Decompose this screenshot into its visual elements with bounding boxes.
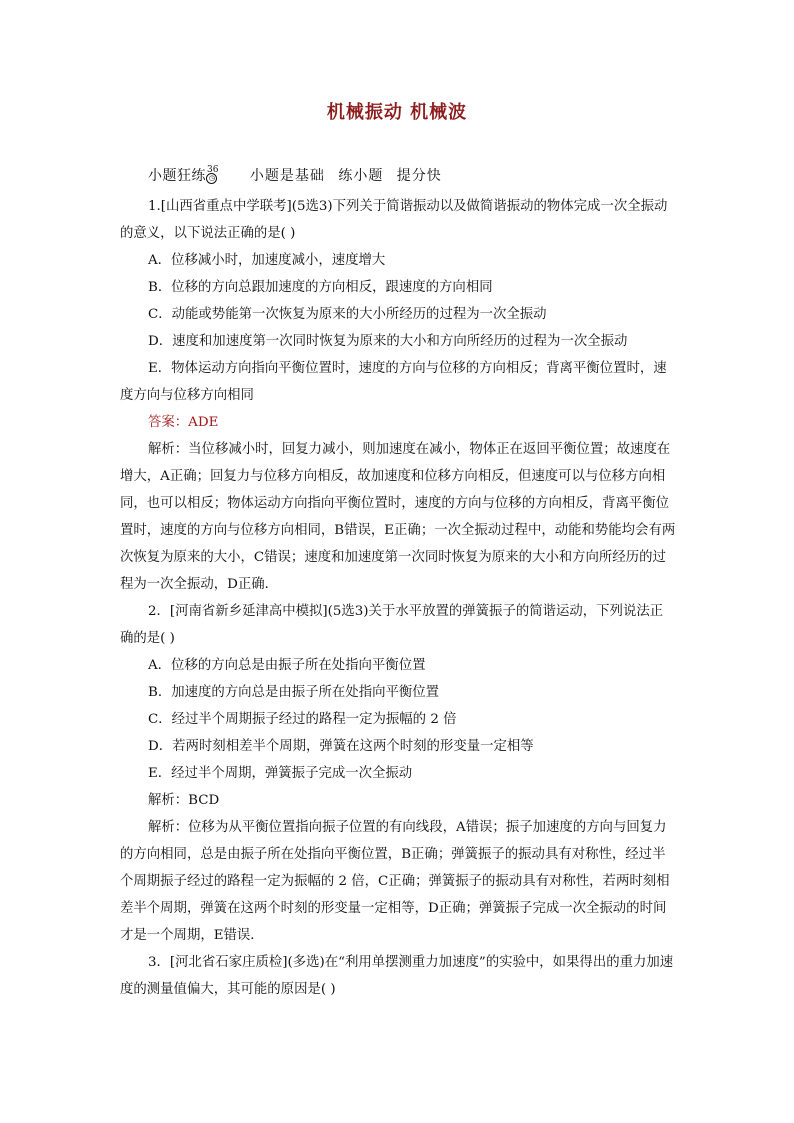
banner-slogan: 小题是基础 练小题 提分快: [249, 168, 442, 184]
question-2-answer: 解析：BCD: [148, 793, 220, 808]
question-2-option-b: B．加速度的方向总是由振子所在处指向平衡位置: [148, 685, 440, 700]
question-2-stem: 2．[河南省新乡延津高中模拟](5选3)关于水平放置的弹簧振子的简谐运动，下列说法正确的是( ): [120, 604, 664, 646]
banner-label: 小题狂练: [148, 168, 206, 184]
document-body: [120, 193, 676, 1003]
question-1-stem: 1.[山西省重点中学联考](5选3)下列关于简谐振动以及做简谐振动的物体完成一次全振动的意义，以下说法正确的是( ): [120, 199, 668, 241]
page-title: 机械振动 机械波: [326, 102, 468, 123]
question-1-option-c: C．动能或势能第一次恢复为原来的大小所经历的过程为一次全振动: [148, 307, 547, 322]
question-2-analysis: 解析：位移为从平衡位置指向振子位置的有向线段，A错误；振子加速度的方向与回复力的方向相同，总是由振子所在处指向平衡位置，B正确；弹簧振子的振动具有对称性，经过半个周期振子经过的路程一定为振幅的 2 倍，C正确；弹簧振子的振动具有对称性，若两时刻相差半个周期，弹簧在这两个时刻的形变量一定相等，D正确；弹簧振子完成一次全振动的时间才是一个周期，E错误．: [120, 820, 670, 943]
question-1-option-d: D．速度和加速度第一次同时恢复为原来的大小和方向所经历的过程为一次全振动: [148, 334, 628, 349]
question-3-stem: 3．[河北省石家庄质检](多选)在“利用单摆测重力加速度”的实验中，如果得出的重力加速度的测量值偏大，其可能的原因是( ): [120, 955, 674, 997]
question-1-answer: 答案：ADE: [148, 415, 219, 430]
question-2-option-e: E．经过半个周期，弹簧振子完成一次全振动: [148, 766, 413, 781]
banner-number: 36: [207, 165, 219, 175]
question-2-option-a: A．位移的方向总是由振子所在处指向平衡位置: [148, 658, 426, 673]
clock-icon: ◷: [206, 173, 217, 184]
question-1-analysis: 解析：当位移减小时，回复力减小，则加速度在减小，物体正在返回平衡位置；故速度在增大，A正确；回复力与位移方向相反，故加速度和位移方向相反，但速度可以与位移方向相同，也可以相反；物体运动方向指向平衡位置时，速度的方向与位移的方向相反，背离平衡位置时，速度的方向与位移方向相同，B错误，E正确；一次全振动过程中，动能和势能均会有两次恢复为原来的大小，C错误；速度和加速度第一次同时恢复为原来的大小和方向所经历的过程为一次全振动，D正确．: [120, 442, 676, 592]
question-2-option-c: C．经过半个周期振子经过的路程一定为振幅的 2 倍: [148, 712, 457, 727]
question-1-option-b: B．位移的方向总跟加速度的方向相反，跟速度的方向相同: [148, 280, 493, 295]
question-2-option-d: D．若两时刻相差半个周期，弹簧在这两个时刻的形变量一定相等: [148, 739, 534, 754]
question-1-option-a: A．位移减小时，加速度减小，速度增大: [148, 253, 386, 268]
question-1-option-e: E．物体运动方向指向平衡位置时，速度的方向与位移的方向相反；背离平衡位置时，速度方向与位移方向相同: [120, 361, 667, 403]
section-banner: [148, 165, 442, 185]
